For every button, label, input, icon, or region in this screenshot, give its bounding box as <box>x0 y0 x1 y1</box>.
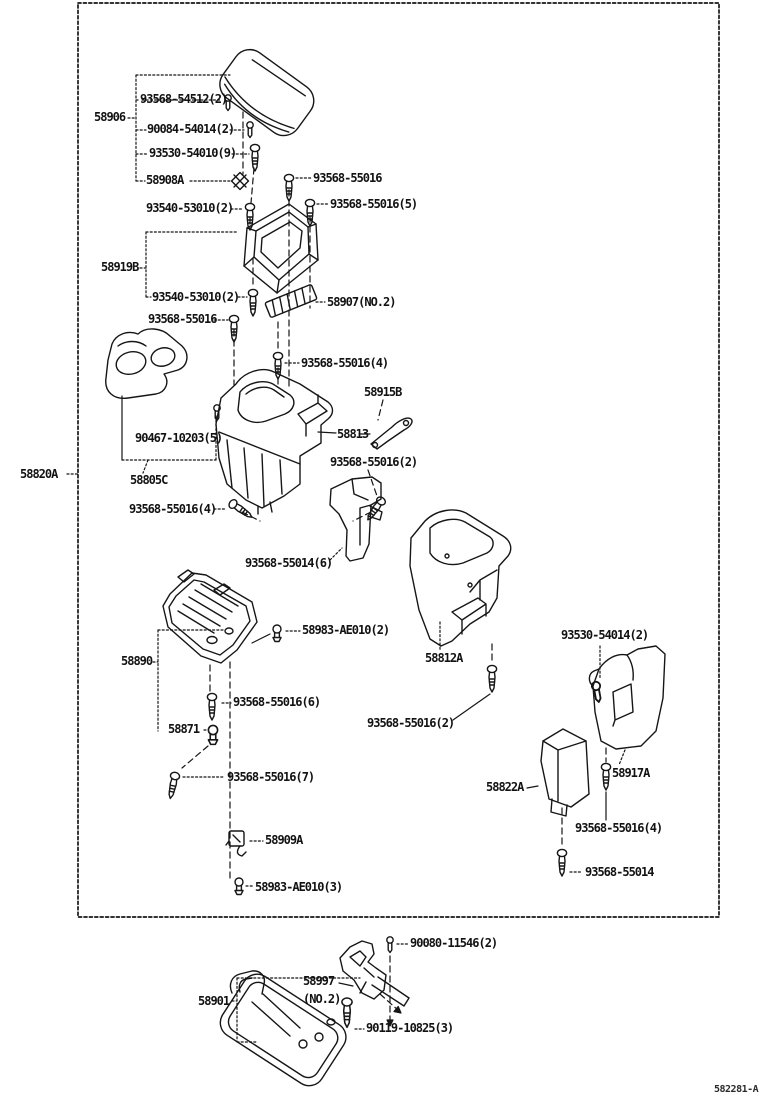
clip-58909a-icon <box>226 831 246 856</box>
part-label-58890: 58890 <box>121 654 153 668</box>
solid-leaders <box>122 396 606 1026</box>
part-label-58813: 58813 <box>337 427 369 441</box>
part-label-93568-54512-2: 93568-54512(2) <box>140 92 228 106</box>
clip-58908a-icon <box>232 173 249 190</box>
part-label-90084-54014-2: 90084-54014(2) <box>147 122 235 136</box>
part-label-58908a: 58908A <box>146 173 184 187</box>
part-label-58919b: 58919B <box>101 260 139 274</box>
part-console-body-art <box>216 370 333 514</box>
part-label-93568-55016-7: 93568-55016(7) <box>227 770 315 784</box>
part-label-93568-55016: 93568-55016 <box>313 171 382 185</box>
fastener-icons <box>166 95 611 1028</box>
part-label-93568-55016-4: 93568-55016(4) <box>129 502 217 516</box>
part-label-90080-11546-2: 90080-11546(2) <box>410 936 498 950</box>
part-label-93568-55016-4: 93568-55016(4) <box>575 821 663 835</box>
part-58805c-cupholder-art <box>106 329 187 398</box>
doc-number: 582281-A <box>714 1084 759 1095</box>
part-label-93568-55016-4: 93568-55016(4) <box>301 356 389 370</box>
part-label-no-2: (NO.2) <box>303 992 341 1006</box>
part-label-93568-55014: 93568-55014 <box>585 865 654 879</box>
part-label-93530-54010-9: 93530-54010(9) <box>149 146 237 160</box>
part-label-93568-55016-5: 93568-55016(5) <box>330 197 418 211</box>
part-58915b-bracket-art <box>371 418 412 449</box>
part-label-93540-53010-2: 93540-53010(2) <box>146 201 234 215</box>
part-58890-plate-art <box>163 570 257 663</box>
part-label-93530-54014-2: 93530-54014(2) <box>561 628 649 642</box>
part-58997-bracket-art <box>340 941 409 1006</box>
part-label-93568-55016-2: 93568-55016(2) <box>330 455 418 469</box>
part-label-90119-10825-3: 90119-10825(3) <box>366 1021 454 1035</box>
part-label-58997: 58997 <box>303 974 335 988</box>
part-label-58901: 58901 <box>198 994 230 1008</box>
part-label-58909a: 58909A <box>265 833 303 847</box>
part-label-93568-55016: 93568-55016 <box>148 312 217 326</box>
part-label-58820a: 58820A <box>20 467 58 481</box>
leader-lines <box>67 75 625 1042</box>
part-label-93568-55016-6: 93568-55016(6) <box>233 695 321 709</box>
part-label-58917a: 58917A <box>612 766 650 780</box>
part-label-58822a: 58822A <box>486 780 524 794</box>
part-label-93568-55014-6: 93568-55014(6) <box>245 556 333 570</box>
part-label-93568-55016-2: 93568-55016(2) <box>367 716 455 730</box>
part-label-58812a: 58812A <box>425 651 463 665</box>
part-label-93540-53010-2: 93540-53010(2) <box>152 290 240 304</box>
part-label-90467-10203-5: 90467-10203(5) <box>135 431 223 445</box>
part-label-58915b: 58915B <box>364 385 402 399</box>
part-label-58871: 58871 <box>168 722 200 736</box>
part-label-58983-ae010-3: 58983-AE010(3) <box>255 880 343 894</box>
part-label-58805c: 58805C <box>130 473 168 487</box>
part-label-58983-ae010-2: 58983-AE010(2) <box>302 623 390 637</box>
part-58812a-box-art <box>410 510 511 646</box>
part-label-58907-no-2: 58907(NO.2) <box>327 295 396 309</box>
part-label-58906: 58906 <box>94 110 126 124</box>
part-58822a-bracket-art <box>541 729 589 816</box>
